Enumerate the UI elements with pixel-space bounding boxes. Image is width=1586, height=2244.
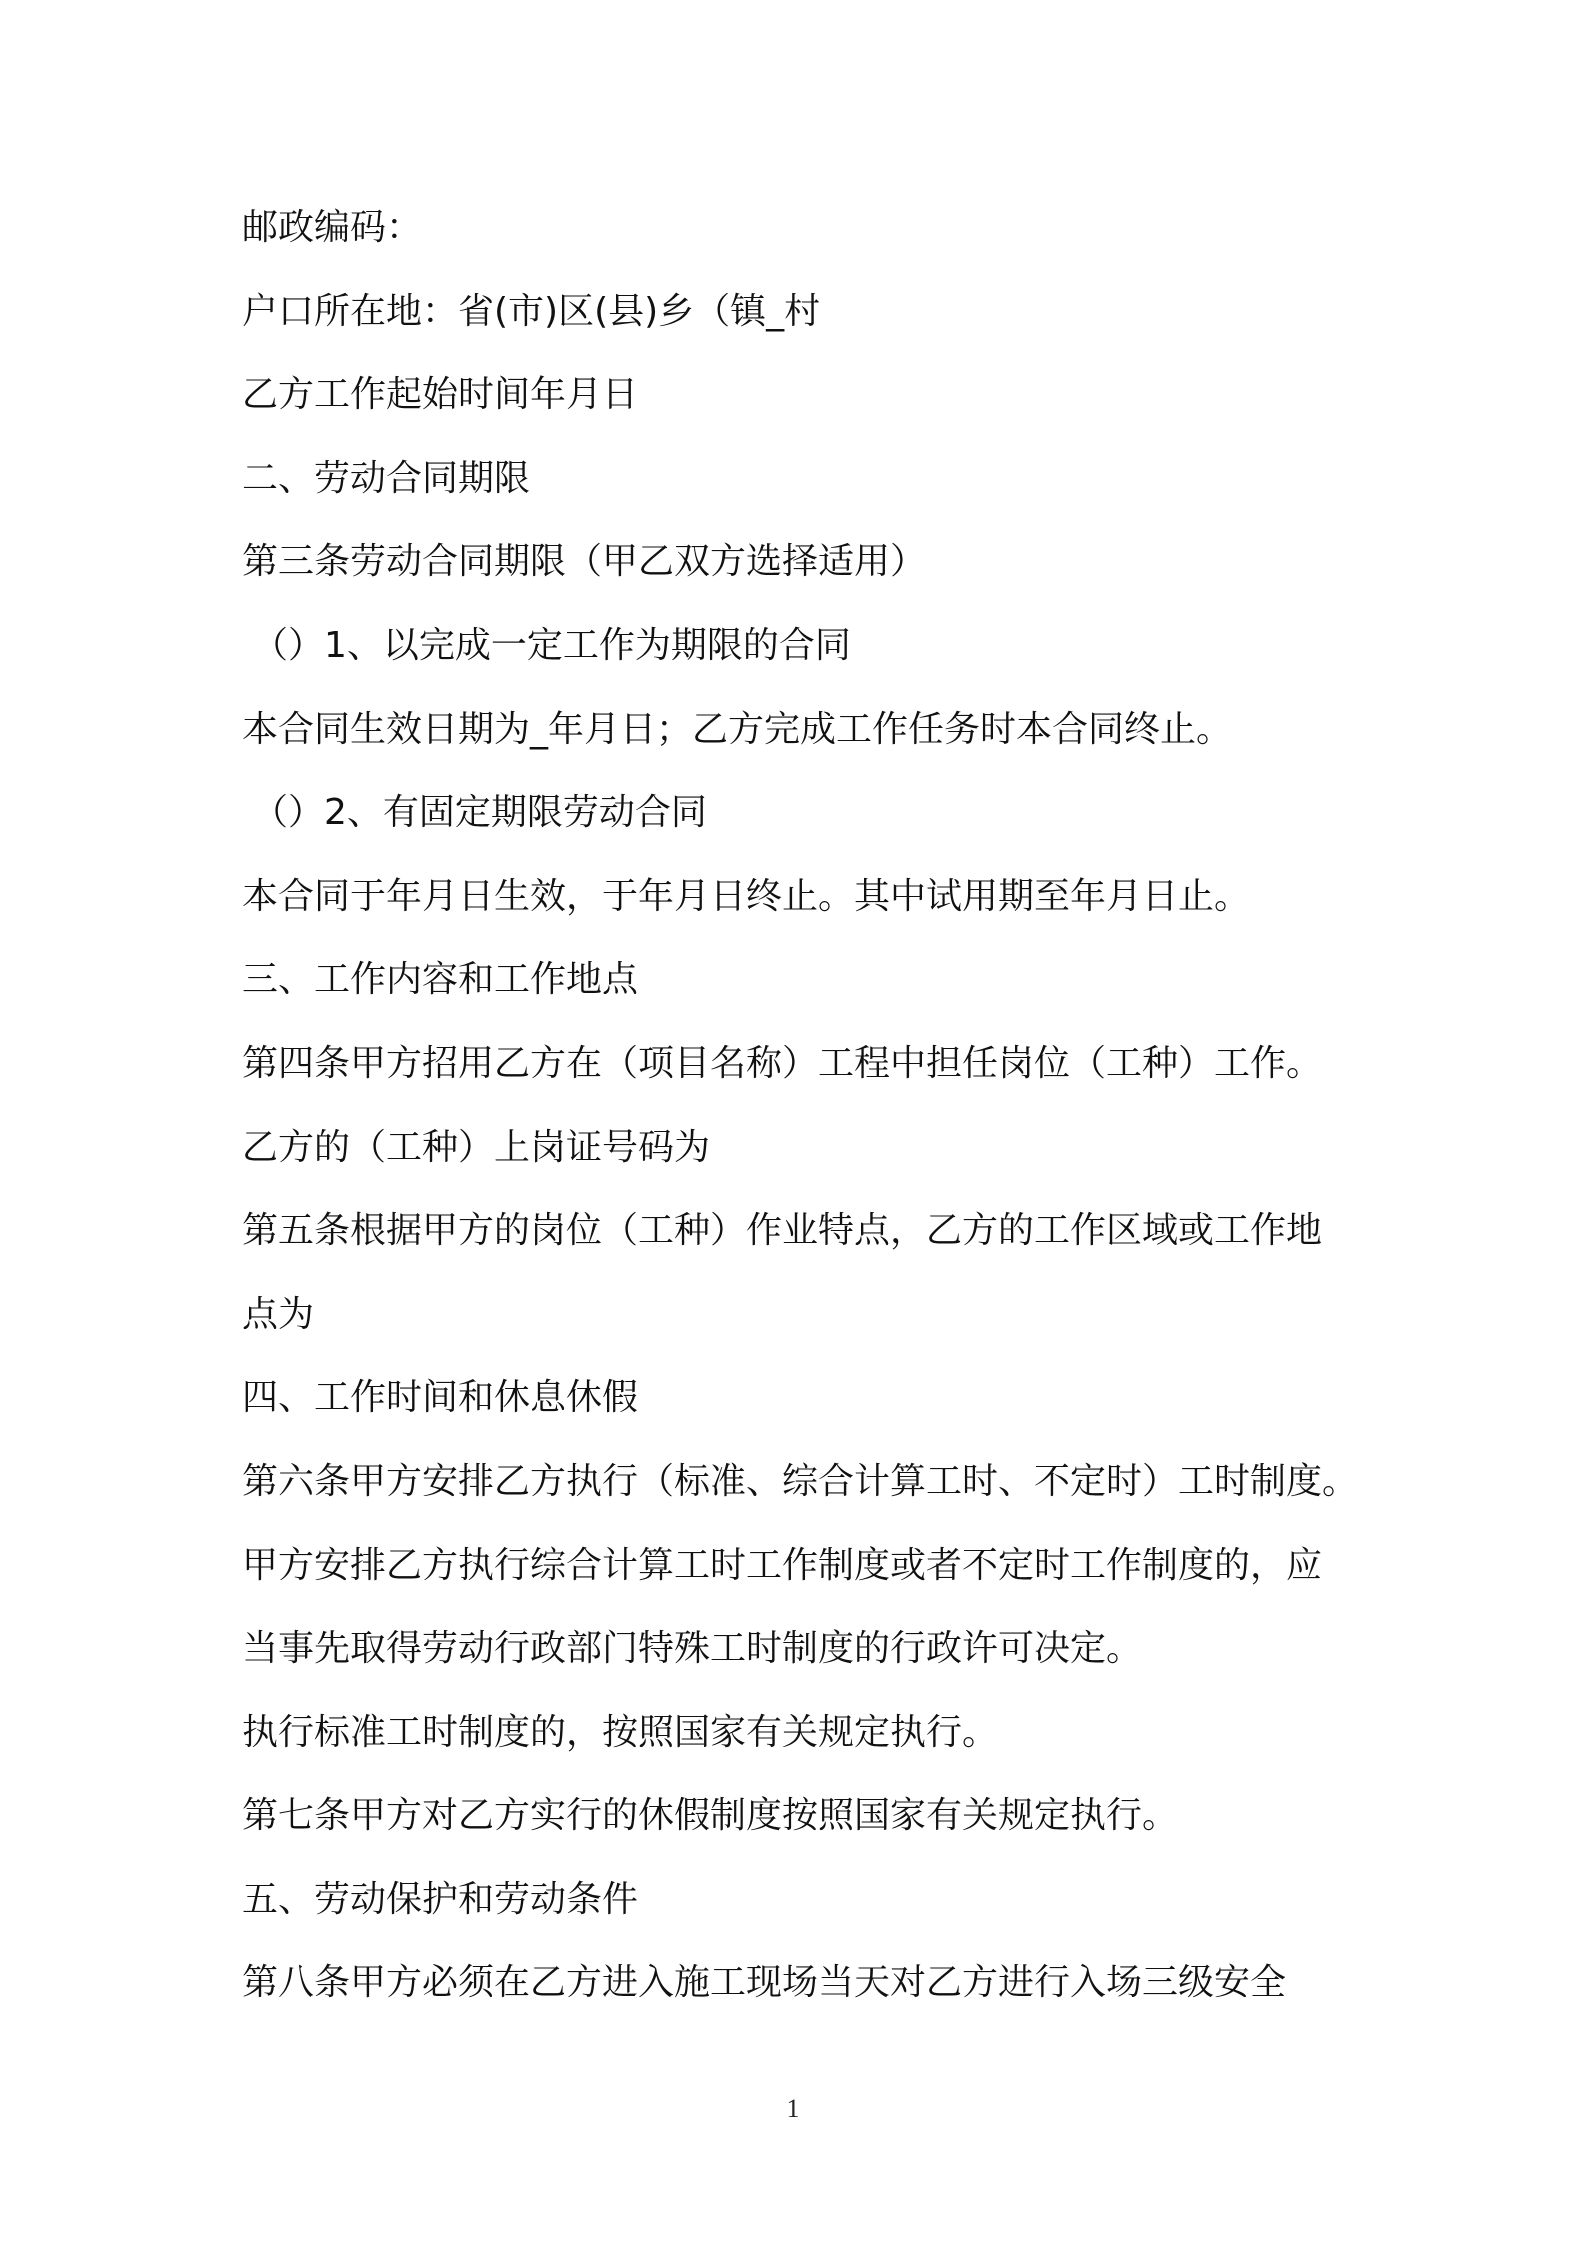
article-6: 第六条甲方安排乙方执行（标准、综合计算工时、不定时）工时制度。	[242, 1460, 1359, 1502]
section-heading-work-hours: 四、工作时间和休息休假	[242, 1377, 639, 1419]
option-2-detail: 本合同于年月日生效，于年月日终止。其中试用期至年月日止。	[242, 875, 1251, 917]
document-body	[242, 196, 1362, 2035]
article-7: 第七条甲方对乙方实行的休假制度按照国家有关规定执行。	[242, 1795, 1179, 1837]
line-work-start-date: 乙方工作起始时间年月日	[242, 374, 639, 416]
article-6-detail-1: 甲方安排乙方执行综合计算工时工作制度或者不定时工作制度的，应	[242, 1544, 1323, 1586]
page-number: 1	[786, 2094, 800, 2123]
article-5-continued: 点为	[242, 1293, 315, 1335]
article-3: 第三条劳动合同期限（甲乙双方选择适用）	[242, 541, 927, 583]
option-2: （）2、有固定期限劳动合同	[252, 792, 707, 834]
article-5: 第五条根据甲方的岗位（工种）作业特点，乙方的工作区域或工作地	[242, 1210, 1323, 1252]
article-4: 第四条甲方招用乙方在（项目名称）工程中担任岗位（工种）工作。	[242, 1042, 1323, 1084]
article-8: 第八条甲方必须在乙方进入施工现场当天对乙方进行入场三级安全	[242, 1962, 1287, 2004]
line-postal-code: 邮政编码：	[242, 207, 423, 248]
section-heading-contract-term: 二、劳动合同期限	[242, 457, 531, 499]
section-heading-labor-protection: 五、劳动保护和劳动条件	[242, 1878, 639, 1920]
article-4-certificate: 乙方的（工种）上岗证号码为	[242, 1126, 711, 1168]
option-1: （）1、以完成一定工作为期限的合同	[252, 624, 851, 666]
section-heading-work-content: 三、工作内容和工作地点	[242, 959, 639, 1001]
option-1-detail: 本合同生效日期为_年月日；乙方完成工作任务时本合同终止。	[242, 708, 1233, 750]
line-household-location: 户口所在地：省(市)区(县)乡（镇_村	[242, 290, 821, 332]
article-6-detail-3: 执行标准工时制度的，按照国家有关规定执行。	[242, 1711, 999, 1753]
article-6-detail-2: 当事先取得劳动行政部门特殊工时制度的行政许可决定。	[242, 1628, 1143, 1670]
